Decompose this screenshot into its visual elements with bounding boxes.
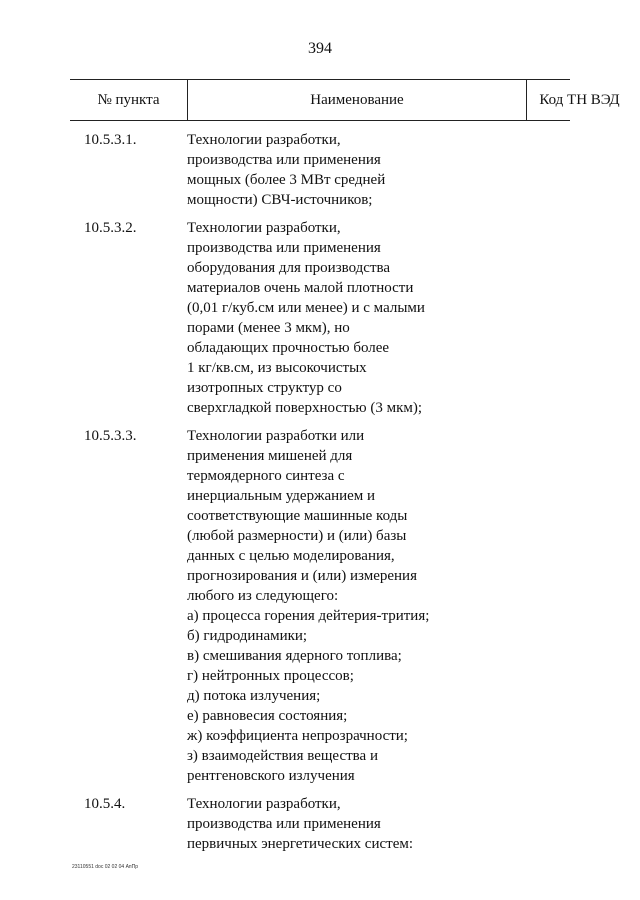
description-line: д) потока излучения; [187, 688, 321, 704]
item-description [187, 218, 477, 418]
description-line: данных с целью моделирования, [187, 548, 395, 564]
description-line: соответствующие машинные коды [187, 508, 408, 524]
item-description [187, 426, 477, 786]
item-number: 10.5.3.3. [84, 428, 137, 444]
description-line: любого из следующего: [187, 588, 339, 604]
item-number: 10.5.3.2. [84, 220, 137, 236]
description-line: производства или применения [187, 152, 381, 168]
description-line: производства или применения [187, 240, 381, 256]
description-line: в) смешивания ядерного топлива; [187, 648, 402, 664]
description-line: а) процесса горения дейтерия-трития; [187, 608, 430, 624]
table-body [0, 130, 640, 862]
footer-code: 23110551 doc 02 02 04 АпПр [72, 864, 138, 870]
header-item-name: Наименование [187, 80, 527, 120]
table-row [0, 130, 640, 210]
description-line: е) равновесия состояния; [187, 708, 348, 724]
description-line: мощности) СВЧ-источников; [187, 192, 373, 208]
description-line: изотропных структур со [187, 380, 342, 396]
header-item-number: № пункта [97, 92, 160, 108]
description-line: (0,01 г/куб.см или менее) и с малыми [187, 300, 425, 316]
description-line: ж) коэффициента непрозрачности; [187, 728, 408, 744]
description-line: б) гидродинамики; [187, 628, 308, 644]
description-line: инерциальным удержанием и [187, 488, 376, 504]
description-line: Технологии разработки или [187, 428, 365, 444]
description-line: з) взаимодействия вещества и [187, 748, 378, 764]
description-line: рентгеновского излучения [187, 768, 355, 784]
description-line: прогнозирования и (или) измерения [187, 568, 417, 584]
description-line: Технологии разработки, [187, 132, 341, 148]
description-line: г) нейтронных процессов; [187, 668, 354, 684]
table-row [0, 426, 640, 786]
item-description [187, 794, 477, 854]
description-line: производства или применения [187, 816, 381, 832]
description-line: порами (менее 3 мкм), но [187, 320, 350, 336]
description-line: оборудования для производства [187, 260, 391, 276]
description-line: применения мишеней для [187, 448, 353, 464]
table-header [70, 79, 620, 121]
item-number: 10.5.4. [84, 796, 126, 812]
description-line: первичных энергетических систем: [187, 836, 414, 852]
description-line: мощных (более 3 МВт средней [187, 172, 386, 188]
description-line: Технологии разработки, [187, 220, 341, 236]
item-description [187, 130, 477, 210]
description-line: материалов очень малой плотности [187, 280, 414, 296]
table-row [0, 794, 640, 854]
description-line: термоядерного синтеза с [187, 468, 345, 484]
description-line: обладающих прочностью более [187, 340, 390, 356]
description-line: Технологии разработки, [187, 796, 341, 812]
description-line: сверхгладкой поверхностью (3 мкм); [187, 400, 423, 416]
description-line: (любой размерности) и (или) базы [187, 528, 407, 544]
header-item-code: Код ТН ВЭД [539, 92, 620, 108]
description-line: 1 кг/кв.см, из высокочистых [187, 360, 367, 376]
item-number: 10.5.3.1. [84, 132, 137, 148]
page-number: 394 [308, 40, 332, 57]
table-row [0, 218, 640, 418]
